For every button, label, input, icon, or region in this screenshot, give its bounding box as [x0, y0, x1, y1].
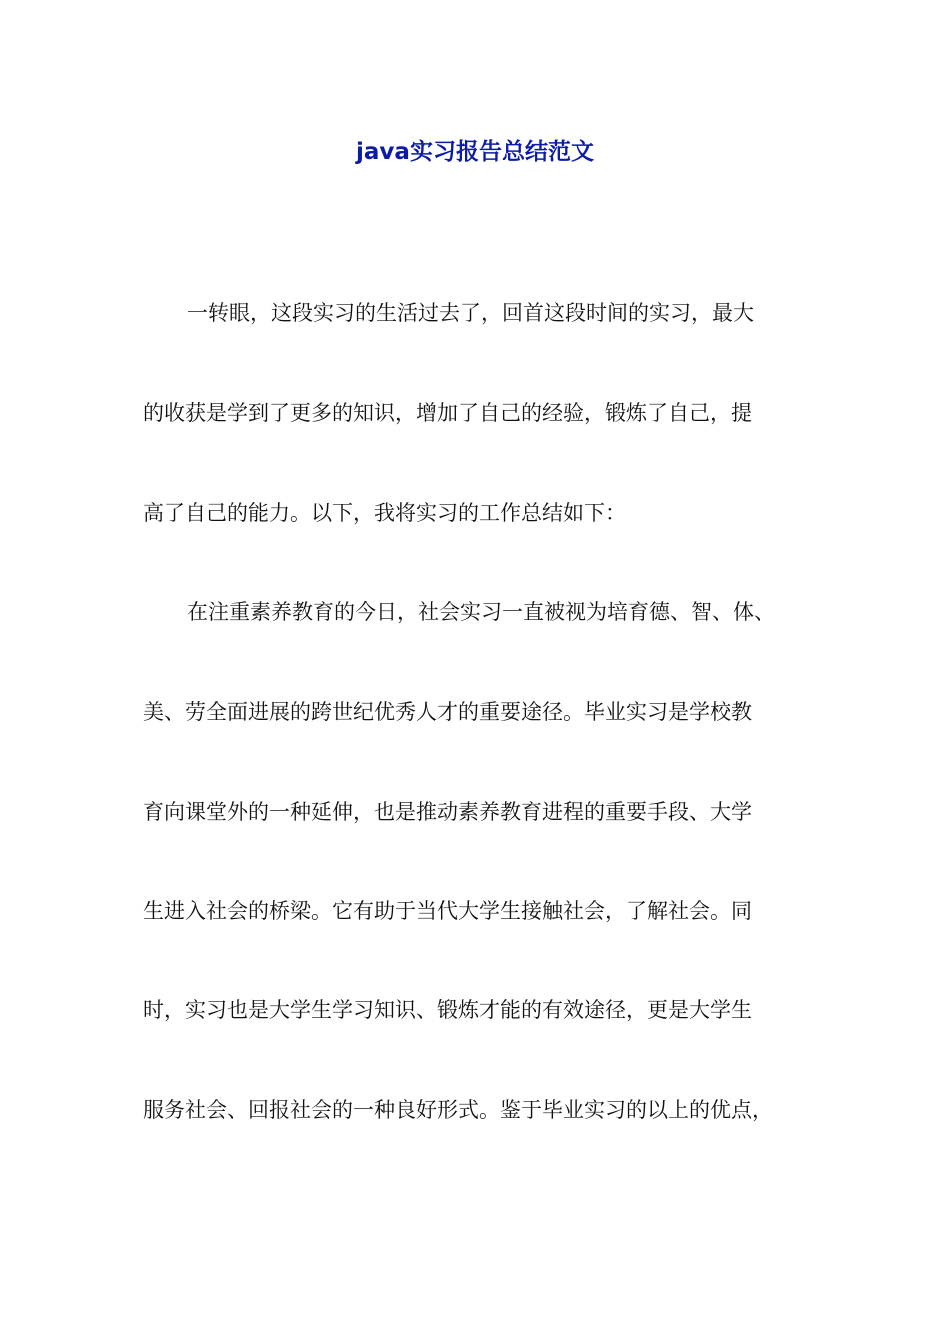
paragraph-2-line-1: 在注重素养教育的今日，社会实习一直被视为培育德、智、体、 [187, 600, 775, 624]
paragraph-2-line-2: 美、劳全面进展的跨世纪优秀人才的重要途径。毕业实习是学校教 [143, 700, 752, 724]
paragraph-2-line-5: 时，实习也是大学生学习知识、锻炼才能的有效途径，更是大学生 [143, 998, 752, 1022]
paragraph-1-line-3: 高了自己的能力。以下，我将实习的工作总结如下： [143, 501, 626, 525]
paragraph-1-line-2: 的收获是学到了更多的知识，增加了自己的经验，锻炼了自己，提 [143, 401, 752, 425]
document-title: java实习报告总结范文 [356, 139, 594, 165]
paragraph-1-line-1: 一转眼，这段实习的生活过去了，回首这段时间的实习，最大 [187, 301, 754, 325]
paragraph-2-line-6: 服务社会、回报社会的一种良好形式。鉴于毕业实习的以上的优点， [143, 1098, 773, 1122]
paragraph-2-line-4: 生进入社会的桥梁。它有助于当代大学生接触社会，了解社会。同 [143, 899, 752, 923]
paragraph-2-line-3: 育向课堂外的一种延伸，也是推动素养教育进程的重要手段、大学 [143, 800, 752, 824]
